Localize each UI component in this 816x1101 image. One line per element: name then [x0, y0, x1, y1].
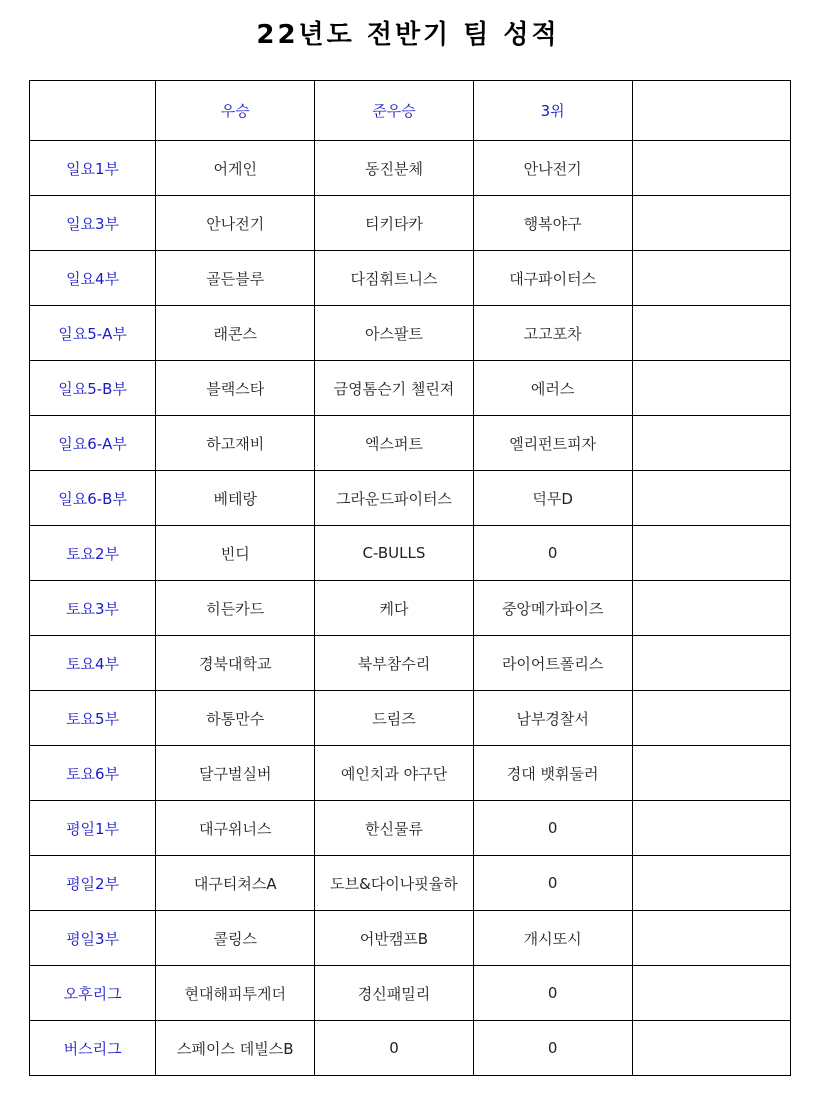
winner-cell: 안나전기: [156, 196, 315, 251]
winner-cell: 래콘스: [156, 306, 315, 361]
third-place-cell: 행복야구: [473, 196, 632, 251]
third-place-cell: 0: [473, 1021, 632, 1076]
third-place-cell: 0: [473, 801, 632, 856]
table-row: [30, 251, 791, 306]
league-cell: 오후리그: [30, 966, 156, 1021]
league-cell: 평일3부: [30, 911, 156, 966]
empty-cell: [632, 746, 790, 801]
header-extra: [632, 81, 790, 141]
runner-up-cell: 도브&다이나핏율하: [315, 856, 473, 911]
third-place-cell: 개시또시: [473, 911, 632, 966]
runner-up-cell: 아스팔트: [315, 306, 473, 361]
empty-cell: [632, 471, 790, 526]
third-place-cell: 안나전기: [473, 141, 632, 196]
runner-up-cell: 다짐휘트니스: [315, 251, 473, 306]
empty-cell: [632, 361, 790, 416]
runner-up-cell: 북부참수리: [315, 636, 473, 691]
winner-cell: 경북대학교: [156, 636, 315, 691]
winner-cell: 스페이스 데빌스B: [156, 1021, 315, 1076]
league-cell: 토요3부: [30, 581, 156, 636]
runner-up-cell: 동진분체: [315, 141, 473, 196]
runner-up-cell: 엑스퍼트: [315, 416, 473, 471]
third-place-cell: 에러스: [473, 361, 632, 416]
empty-cell: [632, 581, 790, 636]
league-cell: 일요4부: [30, 251, 156, 306]
header-third-place: 3위: [473, 81, 632, 141]
empty-cell: [632, 306, 790, 361]
league-cell: 일요3부: [30, 196, 156, 251]
runner-up-cell: 한신물류: [315, 801, 473, 856]
league-cell: 평일1부: [30, 801, 156, 856]
header-winner: 우승: [156, 81, 315, 141]
winner-cell: 하통만수: [156, 691, 315, 746]
third-place-cell: 라이어트폴리스: [473, 636, 632, 691]
league-cell: 일요6-B부: [30, 471, 156, 526]
league-cell: 평일2부: [30, 856, 156, 911]
runner-up-cell: 케다: [315, 581, 473, 636]
league-cell: 일요5-A부: [30, 306, 156, 361]
table-row: [30, 801, 791, 856]
runner-up-cell: 금영톰슨기 첼린져: [315, 361, 473, 416]
winner-cell: 대구티쳐스A: [156, 856, 315, 911]
league-cell: 토요5부: [30, 691, 156, 746]
runner-up-cell: 0: [315, 1021, 473, 1076]
table-row: [30, 196, 791, 251]
third-place-cell: 고고포차: [473, 306, 632, 361]
empty-cell: [632, 416, 790, 471]
empty-cell: [632, 196, 790, 251]
header-league: [30, 81, 156, 141]
third-place-cell: 경대 뱃휘둘러: [473, 746, 632, 801]
empty-cell: [632, 1021, 790, 1076]
empty-cell: [632, 966, 790, 1021]
runner-up-cell: 드림즈: [315, 691, 473, 746]
table-row: [30, 746, 791, 801]
third-place-cell: 남부경찰서: [473, 691, 632, 746]
runner-up-cell: 어반캠프B: [315, 911, 473, 966]
league-cell: 토요2부: [30, 526, 156, 581]
results-table: [29, 80, 791, 1076]
empty-cell: [632, 801, 790, 856]
runner-up-cell: 예인치과 야구단: [315, 746, 473, 801]
empty-cell: [632, 691, 790, 746]
third-place-cell: 엘리펀트피자: [473, 416, 632, 471]
winner-cell: 어게인: [156, 141, 315, 196]
table-row: [30, 141, 791, 196]
empty-cell: [632, 636, 790, 691]
third-place-cell: 0: [473, 966, 632, 1021]
results-table-body: [30, 81, 791, 1076]
league-cell: 버스리그: [30, 1021, 156, 1076]
winner-cell: 블랙스타: [156, 361, 315, 416]
runner-up-cell: 티키타카: [315, 196, 473, 251]
winner-cell: 빈디: [156, 526, 315, 581]
page-title: 22년도 전반기 팀 성적: [256, 20, 560, 50]
league-cell: 토요6부: [30, 746, 156, 801]
third-place-cell: 0: [473, 526, 632, 581]
league-cell: 일요6-A부: [30, 416, 156, 471]
table-header-row: [30, 81, 791, 141]
empty-cell: [632, 141, 790, 196]
empty-cell: [632, 856, 790, 911]
winner-cell: 베테랑: [156, 471, 315, 526]
table-row: [30, 966, 791, 1021]
table-row: [30, 856, 791, 911]
third-place-cell: 덕무D: [473, 471, 632, 526]
empty-cell: [632, 526, 790, 581]
empty-cell: [632, 251, 790, 306]
table-row: [30, 361, 791, 416]
empty-cell: [632, 911, 790, 966]
table-row: [30, 526, 791, 581]
table-row: [30, 1021, 791, 1076]
runner-up-cell: 그라운드파이터스: [315, 471, 473, 526]
third-place-cell: 0: [473, 856, 632, 911]
table-row: [30, 416, 791, 471]
runner-up-cell: C-BULLS: [315, 526, 473, 581]
table-row: [30, 471, 791, 526]
table-row: [30, 691, 791, 746]
table-row: [30, 581, 791, 636]
winner-cell: 달구벌실버: [156, 746, 315, 801]
runner-up-cell: 경신패밀리: [315, 966, 473, 1021]
table-row: [30, 911, 791, 966]
header-runner-up: 준우승: [315, 81, 473, 141]
winner-cell: 하고재비: [156, 416, 315, 471]
table-row: [30, 306, 791, 361]
winner-cell: 히든카드: [156, 581, 315, 636]
league-cell: 일요1부: [30, 141, 156, 196]
league-cell: 토요4부: [30, 636, 156, 691]
third-place-cell: 중앙메가파이즈: [473, 581, 632, 636]
winner-cell: 콜링스: [156, 911, 315, 966]
league-cell: 일요5-B부: [30, 361, 156, 416]
third-place-cell: 대구파이터스: [473, 251, 632, 306]
winner-cell: 현대해피투게더: [156, 966, 315, 1021]
winner-cell: 골든블루: [156, 251, 315, 306]
winner-cell: 대구위너스: [156, 801, 315, 856]
table-row: [30, 636, 791, 691]
